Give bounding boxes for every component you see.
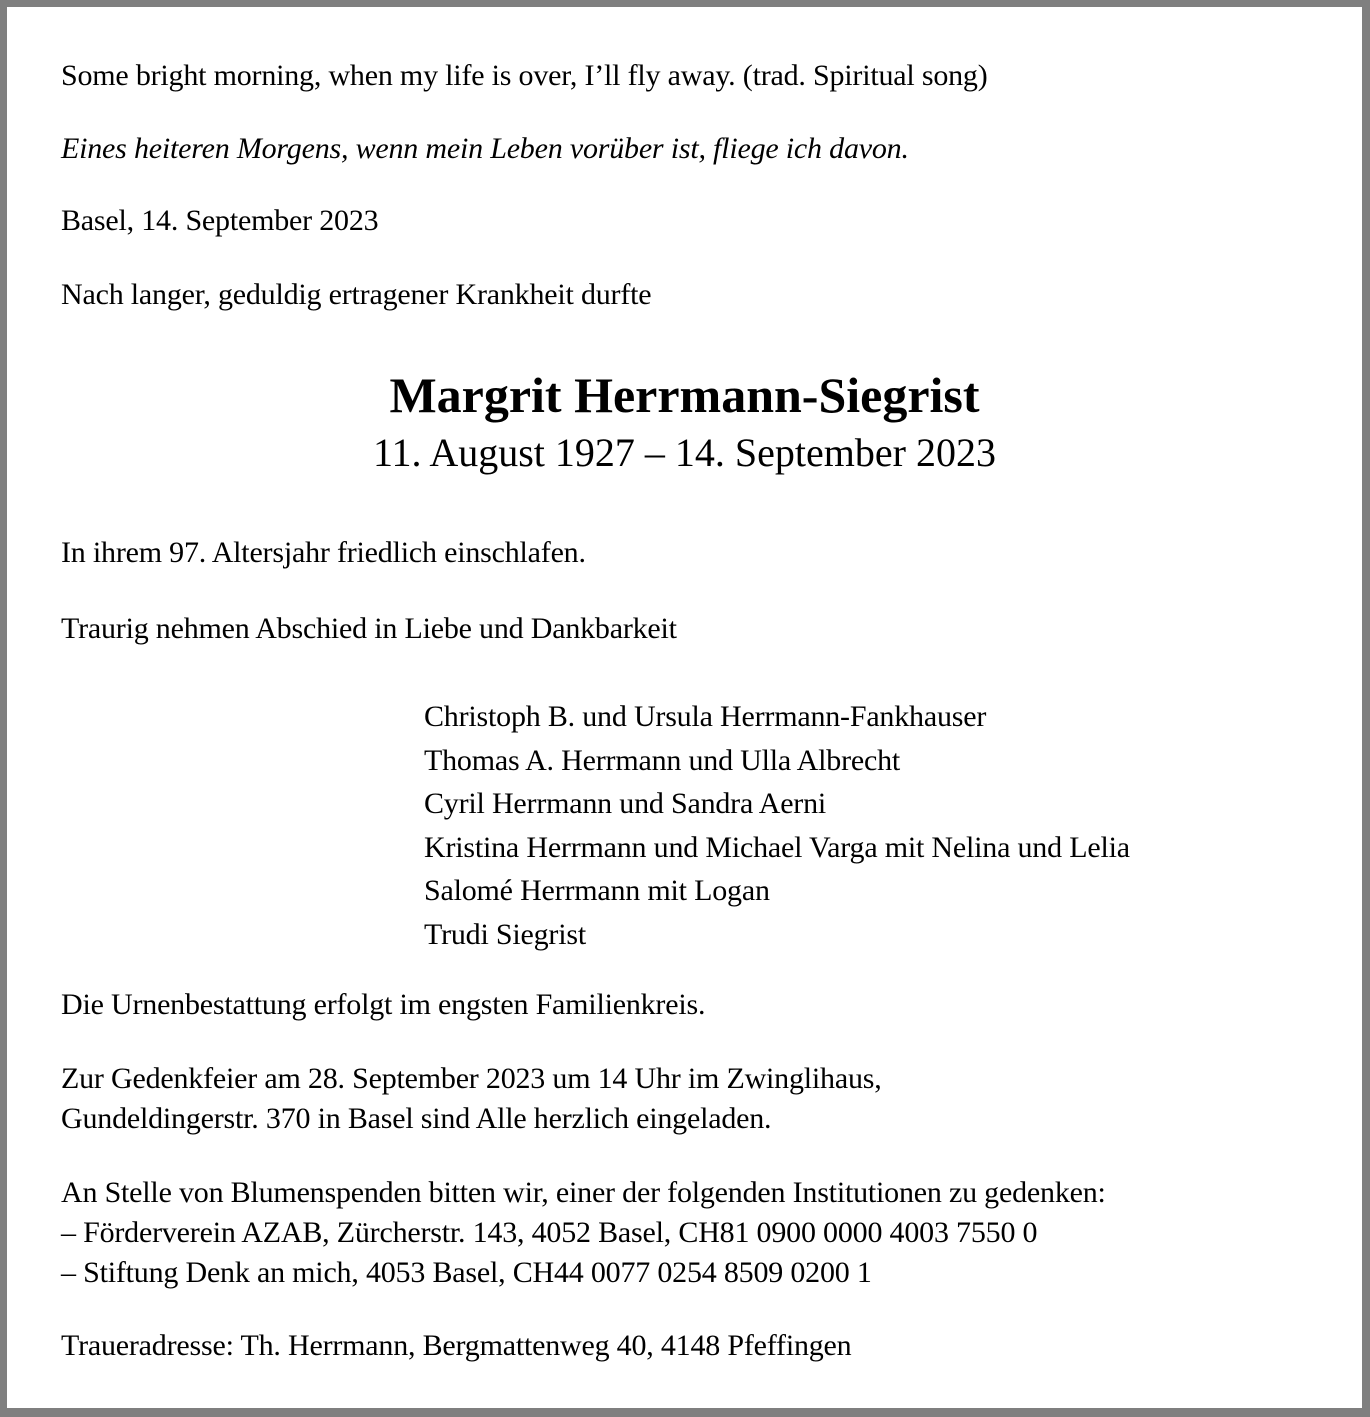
obituary-notice <box>7 7 1362 1408</box>
mourner: Cyril Herrmann und Sandra Aerni <box>424 787 827 820</box>
mourner: Salomé Herrmann mit Logan <box>424 874 770 907</box>
donations-intro: An Stelle von Blumenspenden bitten wir, einer der folgenden Institutionen zu gedenken: <box>61 1176 1106 1209</box>
mourner: Kristina Herrmann und Michael Varga mit Nelina und Lelia <box>424 830 1130 864</box>
donation-institution: – Förderverein AZAB, Zürcherstr. 143, 4052 Basel, CH81 0900 0000 4003 7550 0 <box>61 1216 1038 1249</box>
mourner: Thomas A. Herrmann und Ulla Albrecht <box>424 743 901 777</box>
donations-section <box>61 1173 1106 1293</box>
mourner: Christoph B. und Ursula Herrmann-Fankhauser <box>424 700 987 733</box>
farewell-text: Traurig nehmen Abschied in Liebe und Dankbarkeit <box>61 612 677 645</box>
mourner: Trudi Siegrist <box>424 917 586 951</box>
donation-institution: – Stiftung Denk an mich, 4053 Basel, CH44 0077 0254 8509 0200 1 <box>61 1256 872 1289</box>
passing-text: In ihrem 97. Altersjahr friedlich einschlafen. <box>61 536 586 569</box>
burial-text: Die Urnenbestattung erfolgt im engsten Familienkreis. <box>61 988 706 1021</box>
memorial-line: Zur Gedenkfeier am 28. September 2023 um 14 Uhr im Zwinglihaus, <box>61 1062 882 1095</box>
life-dates: 11. August 1927 – 14. September 2023 <box>373 430 996 475</box>
place-and-date: Basel, 14. September 2023 <box>61 204 379 237</box>
mourners-list <box>424 695 1130 956</box>
memorial-invitation <box>61 1059 882 1139</box>
epigraph-english: Some bright morning, when my life is over, I’ll fly away. (trad. Spiritual song) <box>61 59 988 92</box>
epigraph-german: Eines heiteren Morgens, wenn mein Leben vorüber ist, fliege ich davon. <box>61 132 909 165</box>
memorial-line: Gundeldingerstr. 370 in Basel sind Alle herzlich eingeladen. <box>61 1102 772 1135</box>
deceased-name: Margrit Herrmann-Siegrist <box>389 367 980 423</box>
intro-text: Nach langer, geduldig ertragener Krankheit durfte <box>61 278 652 311</box>
mourning-address: Traueradresse: Th. Herrmann, Bergmattenweg 40, 4148 Pfeffingen <box>61 1329 852 1362</box>
